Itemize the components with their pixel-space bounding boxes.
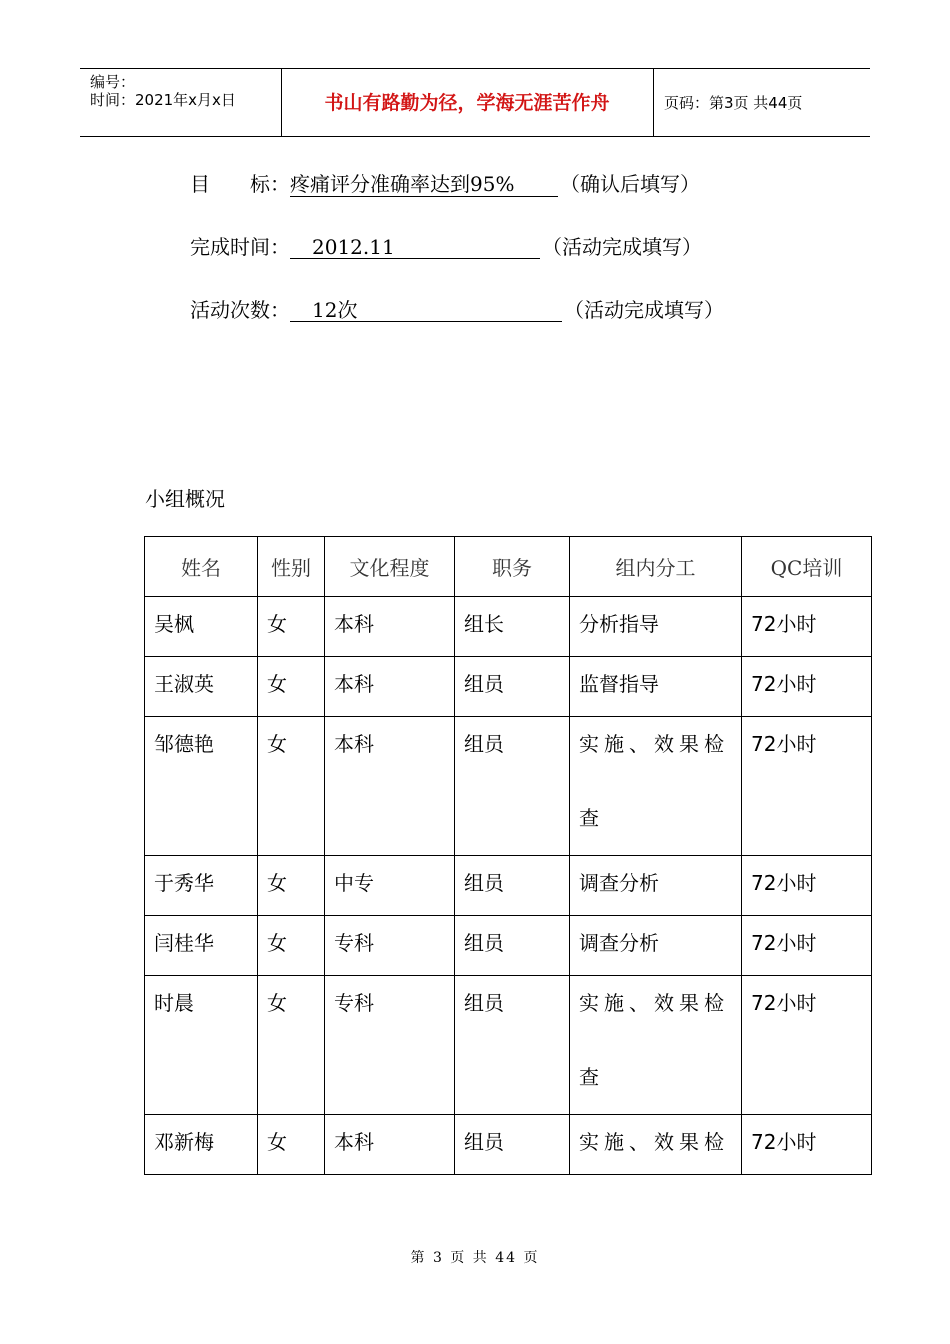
cell-role: 调查分析 (570, 916, 742, 976)
section-title: 小组概况 (145, 487, 225, 511)
motto-text: 书山有路勤为径，学海无涯苦作舟 (324, 92, 610, 114)
count-label: 活动次数： (190, 298, 290, 322)
count-value: 12次 (290, 296, 562, 322)
header-education: 文化程度 (325, 537, 455, 597)
cell-position: 组员 (455, 1115, 570, 1175)
cell-name: 吴枫 (145, 597, 258, 657)
cell-training: 72小时 (742, 916, 872, 976)
table-row (145, 856, 872, 916)
header-training: QC培训 (742, 537, 872, 597)
table-header-row (145, 537, 872, 597)
cell-role: 实施、效果检 (570, 1115, 742, 1175)
cell-education: 专科 (325, 916, 455, 976)
cell-gender: 女 (258, 657, 325, 717)
header-left-cell (80, 69, 282, 136)
header-page-cell (654, 69, 870, 136)
cell-education: 本科 (325, 1115, 455, 1175)
target-row (190, 170, 700, 198)
group-table (144, 536, 872, 1175)
header-gender: 性别 (258, 537, 325, 597)
cell-position: 组长 (455, 597, 570, 657)
finish-label: 完成时间： (190, 235, 290, 259)
count-row (190, 296, 724, 324)
cell-gender: 女 (258, 1115, 325, 1175)
finish-note: （活动完成填写） (542, 235, 702, 259)
cell-education: 中专 (325, 856, 455, 916)
cell-role: 分析指导 (570, 597, 742, 657)
header-position: 职务 (455, 537, 570, 597)
table-row (145, 717, 872, 856)
cell-gender: 女 (258, 916, 325, 976)
finish-row (190, 233, 702, 261)
cell-name: 王淑英 (145, 657, 258, 717)
cell-training: 72小时 (742, 657, 872, 717)
cell-education: 本科 (325, 717, 455, 856)
header-motto-cell (281, 69, 654, 136)
cell-education: 本科 (325, 657, 455, 717)
cell-role: 监督指导 (570, 657, 742, 717)
role-text: 实施、效果检查 (579, 991, 729, 1089)
count-note: （活动完成填写） (564, 298, 724, 322)
cell-role (570, 717, 742, 856)
target-label: 目 标： (190, 172, 290, 196)
cell-training: 72小时 (742, 597, 872, 657)
target-value: 疼痛评分准确率达到95% (290, 170, 558, 197)
cell-position: 组员 (455, 916, 570, 976)
cell-role (570, 976, 742, 1115)
cell-position: 组员 (455, 717, 570, 856)
cell-education: 专科 (325, 976, 455, 1115)
cell-education: 本科 (325, 597, 455, 657)
table-row (145, 657, 872, 717)
cell-gender: 女 (258, 717, 325, 856)
page-info: 页码：第3页 共44页 (664, 94, 803, 112)
cell-training: 72小时 (742, 976, 872, 1115)
role-text: 实施、效果检查 (579, 732, 729, 830)
cell-name: 于秀华 (145, 856, 258, 916)
table-row (145, 976, 872, 1115)
cell-training: 72小时 (742, 717, 872, 856)
header-role: 组内分工 (570, 537, 742, 597)
table-row (145, 597, 872, 657)
number-label: 编号： (90, 73, 136, 91)
cell-gender: 女 (258, 976, 325, 1115)
cell-name: 邓新梅 (145, 1115, 258, 1175)
page-header (80, 68, 870, 137)
cell-name: 闫桂华 (145, 916, 258, 976)
time-label: 时间：2021年x月x日 (90, 91, 236, 109)
table-row (145, 916, 872, 976)
cell-name: 时晨 (145, 976, 258, 1115)
page-footer: 第 3 页 共 44 页 (410, 1250, 540, 1266)
cell-position: 组员 (455, 856, 570, 916)
cell-gender: 女 (258, 597, 325, 657)
cell-gender: 女 (258, 856, 325, 916)
cell-name: 邹德艳 (145, 717, 258, 856)
cell-training: 72小时 (742, 856, 872, 916)
target-note: （确认后填写） (560, 172, 700, 196)
cell-position: 组员 (455, 657, 570, 717)
cell-role: 调查分析 (570, 856, 742, 916)
table-row (145, 1115, 872, 1175)
finish-value: 2012.11 (290, 233, 540, 259)
cell-position: 组员 (455, 976, 570, 1115)
cell-training: 72小时 (742, 1115, 872, 1175)
header-name: 姓名 (145, 537, 258, 597)
